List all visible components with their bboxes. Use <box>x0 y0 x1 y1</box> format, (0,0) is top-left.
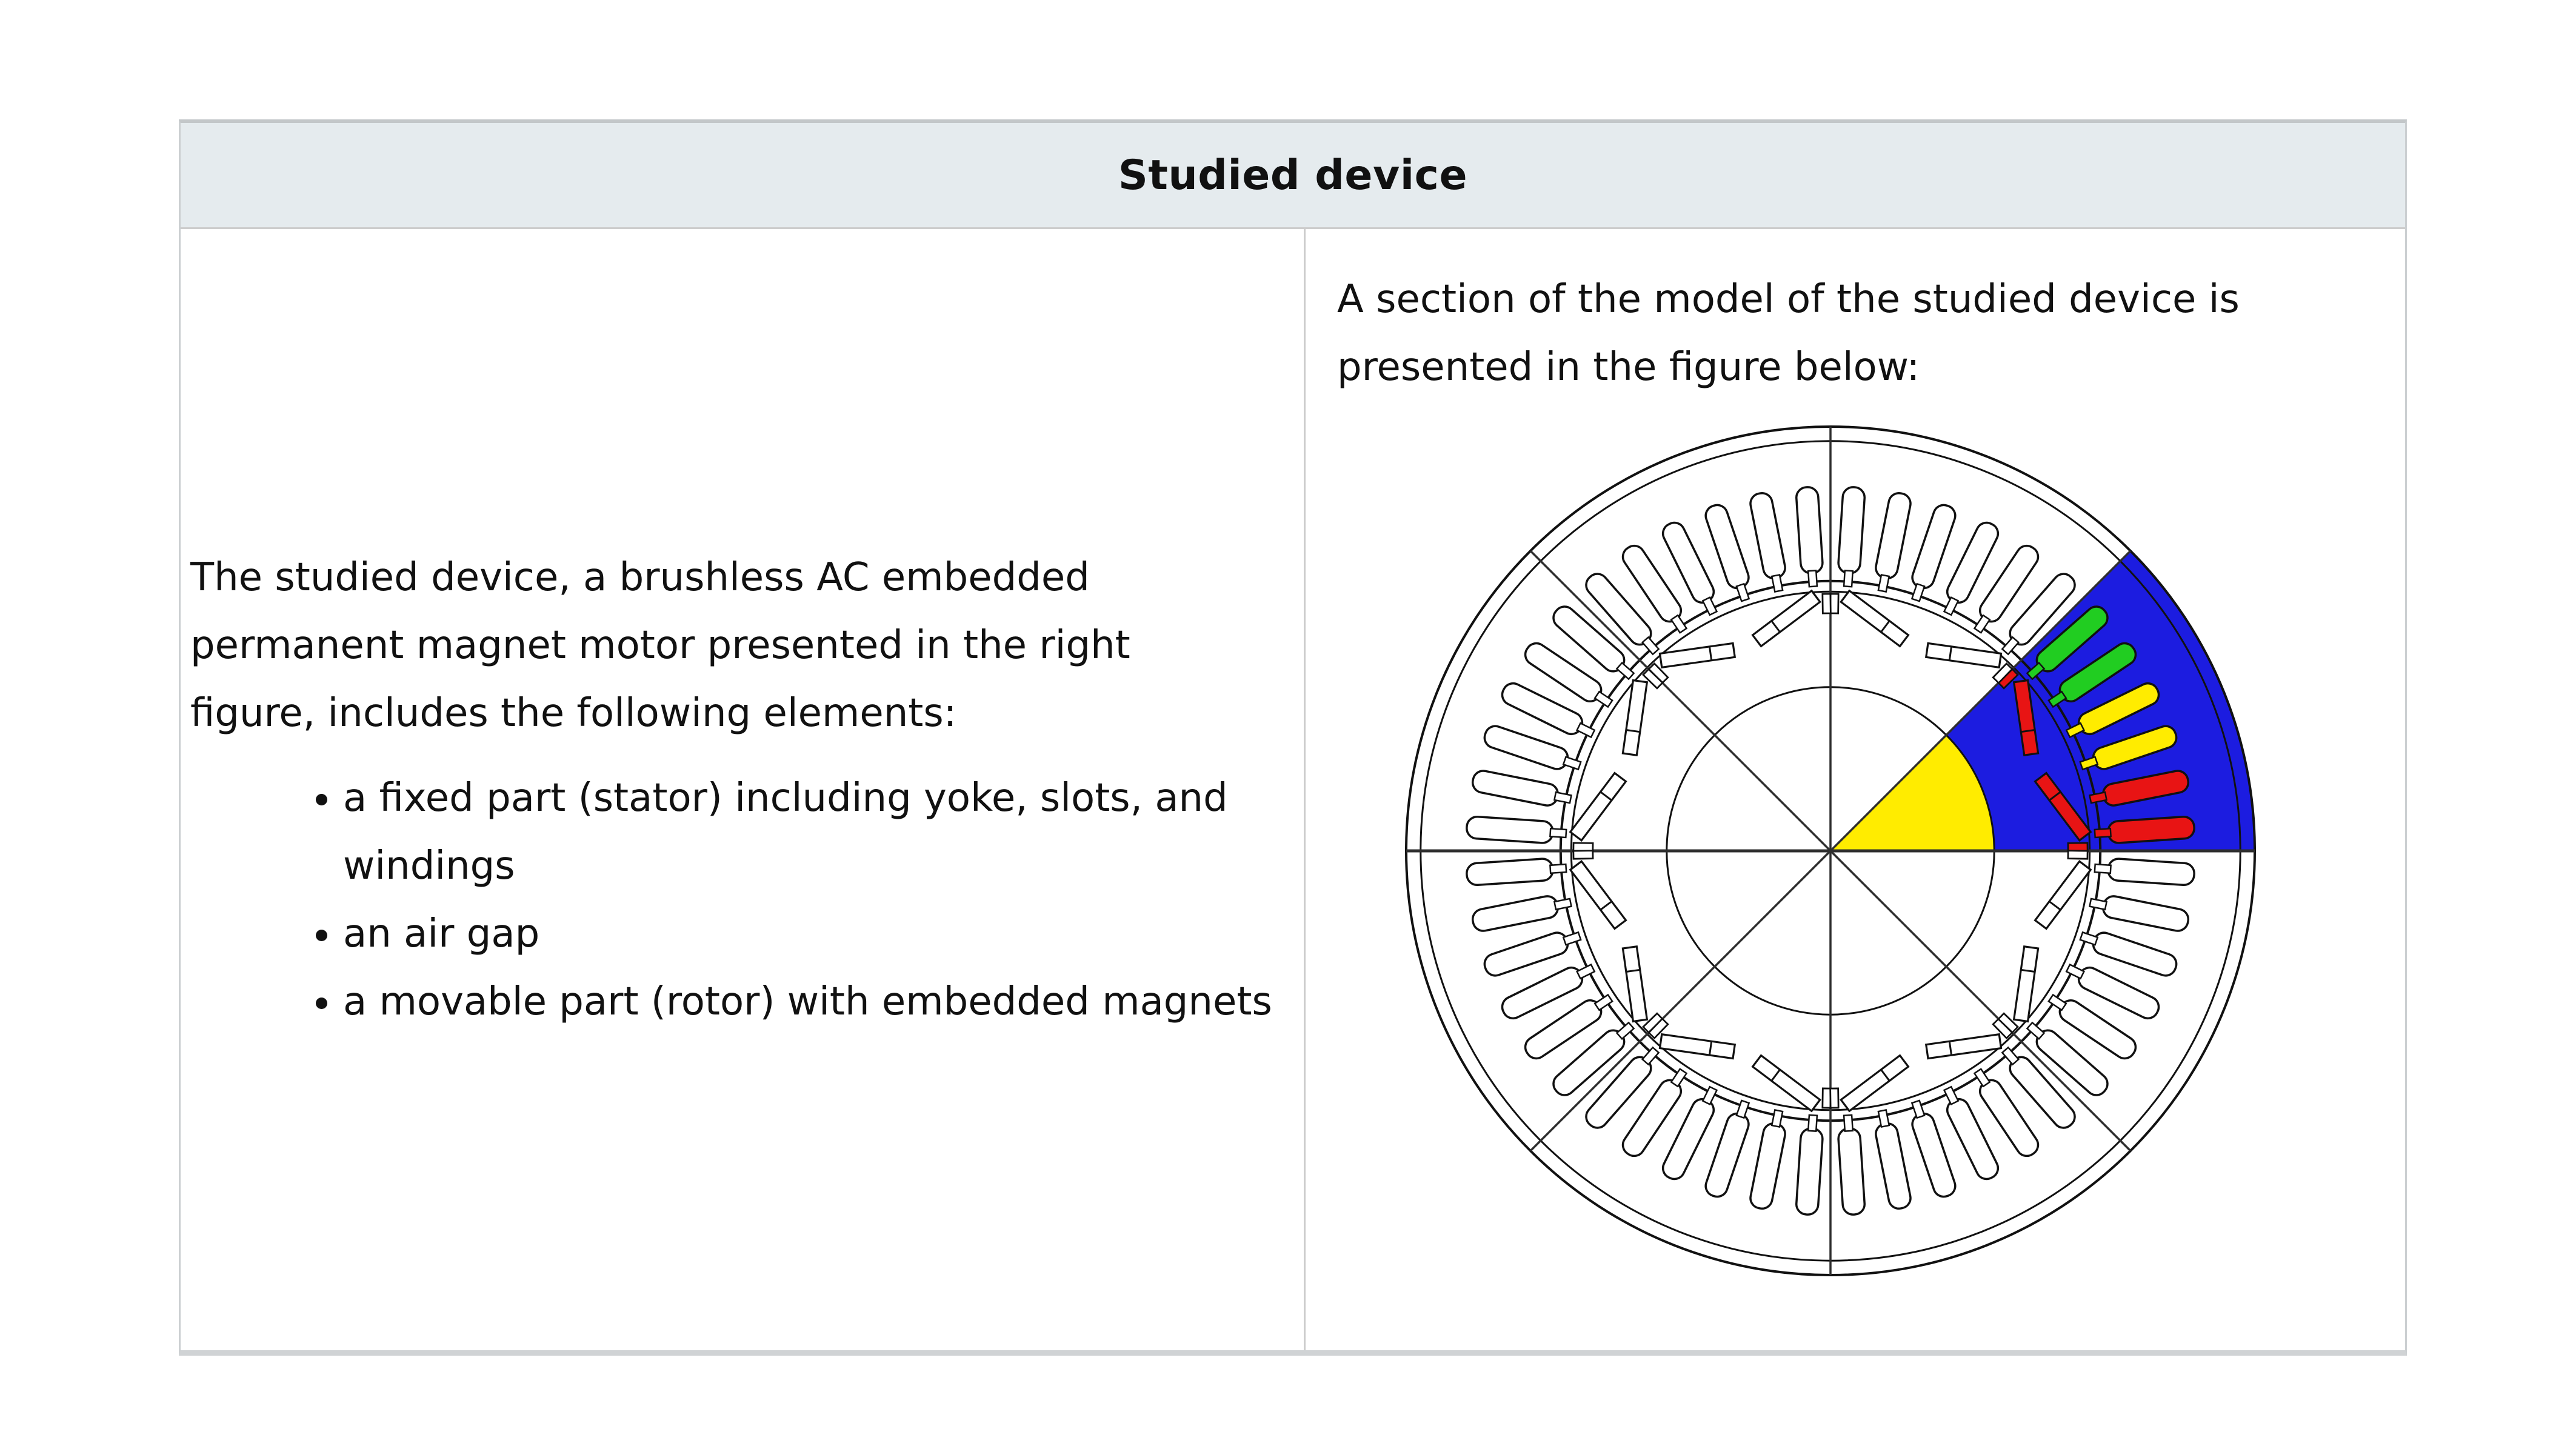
figure-caption: A section of the model of the studied device is presented in the figure below: <box>1337 277 2240 390</box>
device-description-paragraph: The studied device, a brushless AC embedded permanent magnet motor presented in the right figure, includes the following elements: <box>190 555 1130 736</box>
motor-section-svg <box>1388 408 2273 1293</box>
bullet-item: • a fixed part (stator) including yoke, slots, and windings <box>343 764 1280 900</box>
bullet-item: • an air gap <box>343 900 1280 968</box>
device-elements-list <box>190 764 1280 1036</box>
table-header <box>181 123 2405 229</box>
figure-cell <box>1306 229 2405 1350</box>
bullet-item: • a movable part (rotor) with embedded magnets <box>343 968 1280 1036</box>
table-body-row <box>181 229 2405 1350</box>
motor-cross-section-figure <box>1388 408 2273 1293</box>
studied-device-table <box>179 119 2407 1356</box>
page-title: Studied device <box>1118 151 1468 199</box>
description-cell <box>181 229 1306 1350</box>
